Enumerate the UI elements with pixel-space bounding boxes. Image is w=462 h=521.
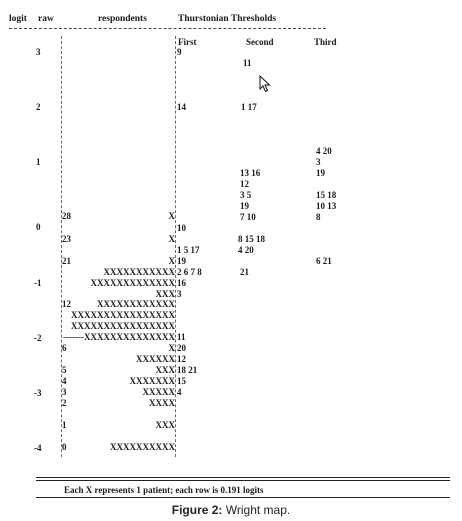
third-threshold-item: 15 18	[316, 190, 337, 200]
third-threshold-item: 19	[316, 168, 325, 178]
second-threshold-item: 13 16	[240, 168, 261, 178]
respondent-bar: X	[168, 343, 175, 353]
respondent-bar: XXXX	[149, 398, 175, 408]
second-threshold-item: 19	[240, 201, 249, 211]
respondent-bar: XXXXX	[142, 387, 175, 397]
first-threshold-item: 11	[177, 332, 186, 342]
respondent-bar: XXXXXXXXXXX	[103, 267, 175, 277]
raw-score: 6	[62, 343, 67, 353]
respondent-bar: XXX	[155, 289, 175, 299]
respondent-bar: XXXXXXXXXXXXX	[90, 278, 175, 288]
respondent-bar: XXX	[155, 365, 175, 375]
logit-tick: 1	[36, 157, 41, 167]
raw-score: 28	[62, 211, 71, 221]
footer-rule-bottom	[36, 497, 450, 498]
respondent-bar: XXXXXXXXXXXX	[97, 299, 175, 309]
second-threshold-item: 21	[240, 267, 249, 277]
second-threshold-item: 1 17	[241, 102, 257, 112]
raw-score: 1	[62, 420, 67, 430]
respondent-bar: XXXXXXX	[129, 376, 175, 386]
raw-score: 21	[62, 256, 71, 266]
raw-score: 0	[62, 442, 67, 452]
first-threshold-item: 15	[177, 376, 186, 386]
respondent-bar: X	[168, 234, 175, 244]
first-threshold-item: 2 6 7 8	[177, 267, 202, 277]
first-threshold-item: 1 5 17	[177, 245, 200, 255]
first-threshold-header: First	[178, 37, 197, 47]
first-threshold-item: 9	[177, 47, 182, 57]
figure-caption-text: Wright map.	[225, 503, 291, 517]
threshold-axis-line	[175, 36, 176, 457]
raw-score: 4	[62, 376, 67, 386]
respondent-bar: X	[168, 256, 175, 266]
second-threshold-item: 8 15 18	[238, 234, 265, 244]
raw-score: 3	[62, 387, 67, 397]
logit-header: logit	[9, 14, 27, 24]
third-threshold-item: 4 20	[316, 146, 332, 156]
respondent-bar: XXXXXXXXXXXXXXXX	[71, 310, 175, 320]
first-threshold-item: 16	[177, 278, 186, 288]
logit-tick: -1	[34, 278, 42, 288]
second-threshold-header: Second	[246, 37, 274, 47]
figure-caption-label: Figure 2:	[171, 503, 223, 517]
raw-score: 23	[62, 234, 71, 244]
respondent-bar: XXXXXXXXXXXXXXXX	[71, 321, 175, 331]
first-threshold-item: 12	[177, 354, 186, 364]
first-threshold-item: 18 21	[177, 365, 198, 375]
logit-tick: 3	[36, 47, 41, 57]
first-threshold-item: 10	[177, 223, 186, 233]
logit-tick: 2	[36, 102, 41, 112]
figure-caption	[0, 503, 462, 517]
first-threshold-item: 3	[177, 289, 182, 299]
second-threshold-item: 4 20	[238, 245, 254, 255]
footer-rule-middle	[36, 480, 450, 481]
first-threshold-item: 20	[177, 343, 186, 353]
third-threshold-header: Third	[314, 37, 337, 47]
second-threshold-item: 11	[243, 58, 252, 68]
first-threshold-item: 19	[177, 256, 186, 266]
thresholds-header: Thurstonian Thresholds	[178, 14, 277, 24]
respondent-bar: X	[168, 211, 175, 221]
logit-tick: -2	[34, 333, 42, 343]
footer-note: Each X represents 1 patient; each row is 0.191 logits	[64, 485, 264, 495]
raw-score: 2	[62, 398, 67, 408]
mouse-pointer-icon	[259, 75, 271, 93]
third-threshold-item: 8	[316, 212, 321, 222]
raw-score: 12	[62, 299, 71, 309]
footer-rule-top	[36, 477, 450, 478]
third-threshold-item: 6 21	[316, 256, 332, 266]
respondent-bar: XXXXXX	[136, 354, 175, 364]
respondents-header: respondents	[98, 14, 147, 24]
header-rule	[9, 28, 326, 29]
first-threshold-item: 14	[177, 102, 186, 112]
second-threshold-item: 7 10	[240, 212, 256, 222]
logit-tick: 0	[36, 222, 41, 232]
respondent-bar: XXXXXXXXXX	[110, 442, 175, 452]
first-threshold-item: 4	[177, 387, 182, 397]
third-threshold-item: 3	[316, 157, 321, 167]
second-threshold-item: 3 5	[240, 190, 252, 200]
raw-score: 5	[62, 365, 67, 375]
respondent-bar: -------XXXXXXXXXXXXXX	[63, 332, 175, 342]
raw-header: raw	[38, 14, 54, 24]
logit-tick: -4	[34, 443, 42, 453]
logit-tick: -3	[34, 388, 42, 398]
second-threshold-item: 12	[240, 179, 249, 189]
respondent-bar: XXX	[155, 420, 175, 430]
third-threshold-item: 10 13	[316, 201, 337, 211]
